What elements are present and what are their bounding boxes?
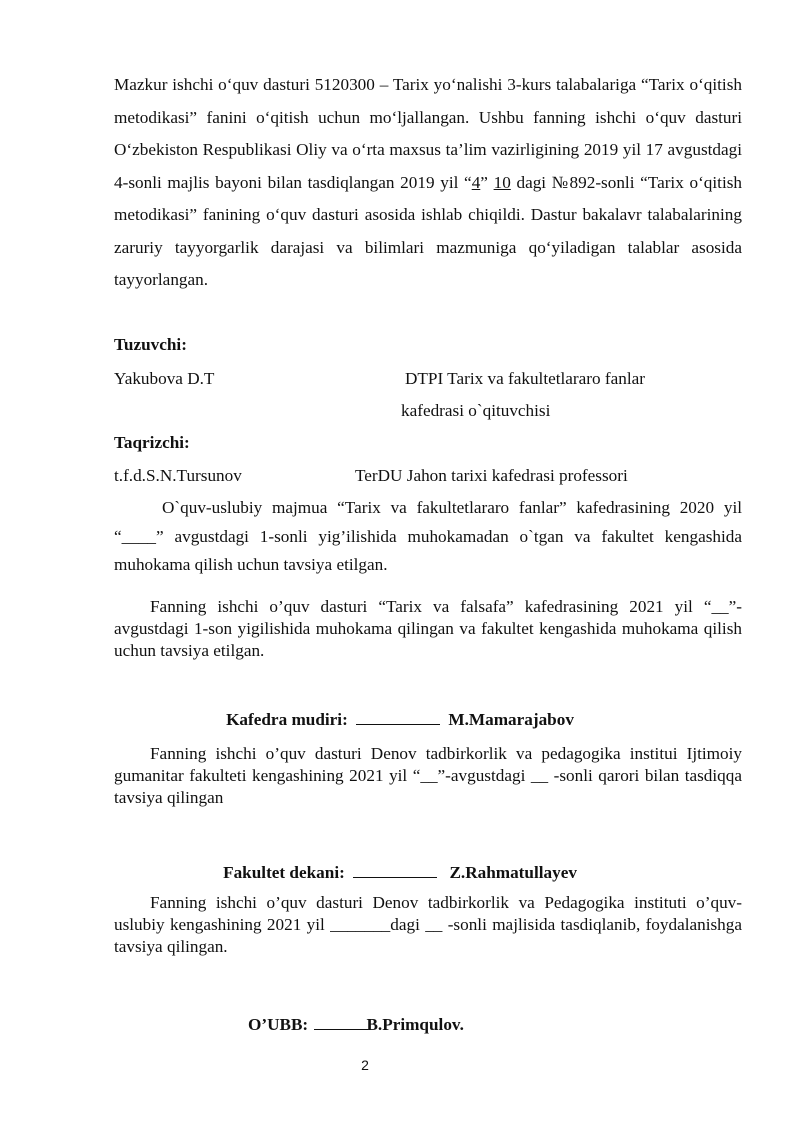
faculty-paragraph: Fanning ishchi o’quv dasturi Denov tadbirkorlik va pedagogika institui Ijtimoiy gumanitar fakulteti kengashining 2021 yil “__”-avgustdagi __ -sonli qarori bilan tasdiqqa tavsiya qilingan xyxy=(114,744,742,807)
council-paragraph: Fanning ishchi o’quv dasturi Denov tadbirkorlik va Pedagogika instituti o’quv-uslubiy kengashining 2021 yil _______dagi __ -sonli majlisida tasdiqlanib, foydalanishga tavsiya qilingan. xyxy=(114,893,742,956)
dean-name: Z.Rahmatullayev xyxy=(449,863,577,882)
department-signature xyxy=(0,708,800,730)
page-number: 2 xyxy=(361,1057,369,1073)
intro-text-2: ” xyxy=(480,172,494,192)
reviewer-heading: Taqrizchi: xyxy=(114,433,190,452)
intro-text-3: dagi №892-sonli “Tarix o‘qitish metodikasi” fanining o‘quv dasturi asosida ishlab chiqildi. Dastur bakalavr talabalarining zaruriy tayyorgarlik darajasi va bilimlari mazmuniga qo‘yiladigan talablar asosida tayyorlangan. xyxy=(114,172,742,289)
signature-line xyxy=(356,708,440,725)
signature-line xyxy=(353,861,437,878)
intro-day: 4 xyxy=(471,172,481,192)
oubb-signature xyxy=(248,1013,464,1035)
reviewer-name: t.f.d.S.N.Tursunov xyxy=(114,466,242,485)
oubb-name: B.Primqulov. xyxy=(366,1015,464,1034)
oubb-label: O’UBB: xyxy=(248,1015,309,1034)
complex-paragraph: O`quv-uslubiy majmua “Tarix va fakultetlararo fanlar” kafedrasining 2020 yil “____” avgustdagi 1-sonli yig’ilishida muhokamadan o`tgan va fakultet kengashida muhokama qilish uchun tavsiya etilgan. xyxy=(114,498,742,574)
compiler-name: Yakubova D.T xyxy=(114,369,215,388)
compiler-position-line2: kafedrasi o`qituvchisi xyxy=(401,401,551,420)
department-head-label: Kafedra mudiri: xyxy=(226,710,348,729)
compiler-position-line1: DTPI Tarix va fakultetlararo fanlar xyxy=(405,369,645,388)
reviewer-position: TerDU Jahon tarixi kafedrasi professori xyxy=(355,466,628,485)
department-head-name: M.Mamarajabov xyxy=(448,710,574,729)
intro-paragraph xyxy=(114,69,742,297)
intro-text-1: Mazkur ishchi o‘quv dasturi 5120300 – Tarix yo‘nalishi 3-kurs talabalariga “Tarix o‘qitish metodikasi” fanini o‘qitish uchun mo‘ljallangan. Ushbu fanning ishchi o‘quv dasturi O‘zbekiston Respublikasi Oliy va o‘rta maxsus ta’lim vazirligining 2019 yil 17 avgustdagi 4-sonli majlis bayoni bilan tasdiqlangan 2019 yil “ xyxy=(114,75,742,192)
signature-line xyxy=(314,1013,368,1030)
dean-label: Fakultet dekani: xyxy=(223,863,345,882)
dean-signature xyxy=(0,861,800,883)
compiler-heading: Tuzuvchi: xyxy=(114,335,187,354)
intro-month: 10 xyxy=(493,172,511,192)
department-paragraph: Fanning ishchi o’quv dasturi “Tarix va falsafa” kafedrasining 2021 yil “__”-avgustdagi 1-son yigilishida muhokama qilingan va fakultet kengashida muhokama qilish uchun tavsiya etilgan. xyxy=(114,597,742,660)
